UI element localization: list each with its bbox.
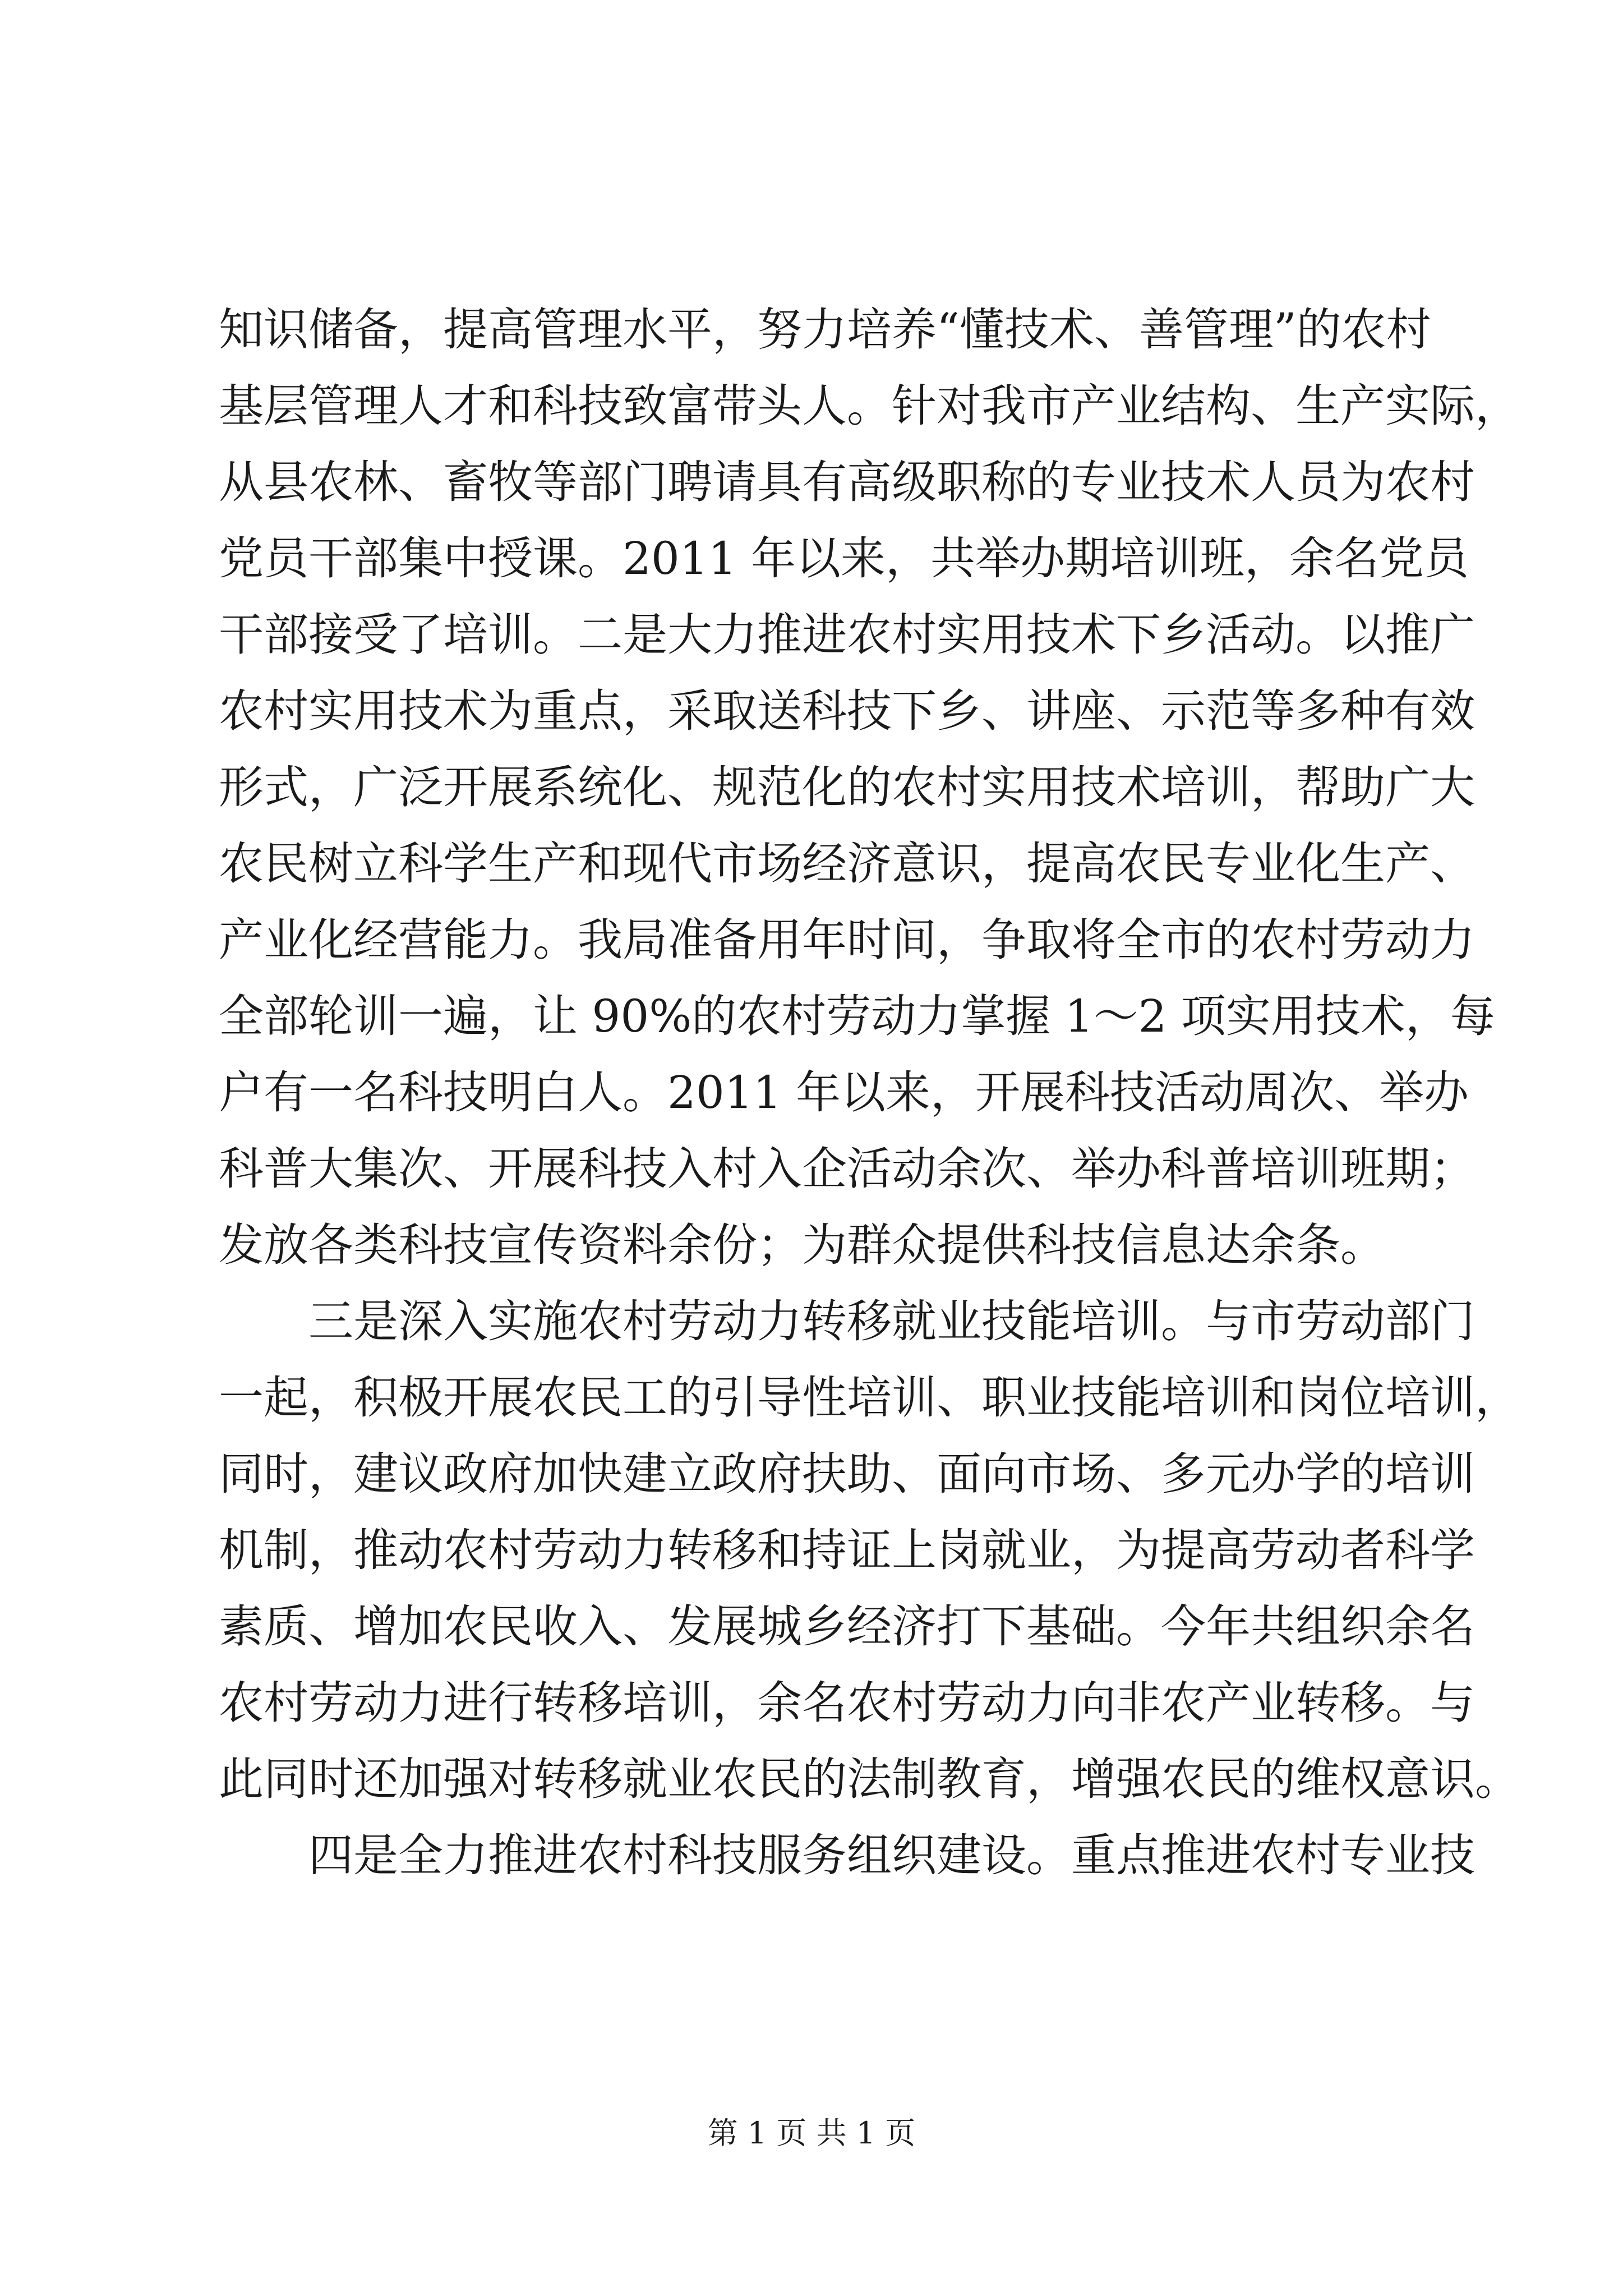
text-line: 同时，建议政府加快建立政府扶助、面向市场、多元办学的培训 [219,1448,1475,1500]
text-line: 一起，积极开展农民工的引导性培训、职业技能培训和岗位培训， [219,1372,1520,1424]
paragraph [219,1283,1520,1818]
page-footer: 第 1 页 共 1 页 [707,2115,916,2151]
text-line: 从县农林、畜牧等部门聘请具有高级职称的专业技术人员为农村 [219,456,1475,508]
text-line: 四是全力推进农村科技服务组织建设。重点推进农村专业技 [308,1829,1475,1881]
text-line: 农民树立科学生产和现代市场经济意识，提高农民专业化生产、 [219,838,1475,890]
text-line: 此同时还加强对转移就业农民的法制教育，增强农民的维权意识。 [219,1753,1520,1805]
document-body [219,292,1520,1894]
text-line: 机制，推动农村劳动力转移和持证上岗就业，为提高劳动者科学 [219,1524,1475,1576]
text-line: 农村实用技术为重点，采取送科技下乡、讲座、示范等多种有效 [219,685,1475,737]
paragraph [219,1818,1475,1894]
text-line: 农村劳动力进行转移培训，余名农村劳动力向非农产业转移。与 [219,1677,1475,1729]
text-line: 干部接受了培训。二是大力推进农村实用技术下乡活动。以推广 [219,609,1475,661]
text-line: 产业化经营能力。我局准备用年时间，争取将全市的农村劳动力 [219,914,1475,966]
text-line: 知识储备，提高管理水平，努力培养“懂技术、善管理”的农村 [219,303,1431,356]
text-line: 三是深入实施农村劳动力转移就业技能培训。与市劳动部门 [308,1295,1475,1347]
text-line: 户有一名科技明白人。2011 年以来，开展科技活动周次、举办 [219,1066,1469,1119]
paragraph [219,292,1520,1283]
text-line: 形式，广泛开展系统化、规范化的农村实用技术培训，帮助广大 [219,761,1475,813]
text-line: 科普大集次、开展科技入村入企活动余次、举办科普培训班期； [219,1143,1475,1195]
text-line: 全部轮训一遍，让 90%的农村劳动力掌握 1～2 项实用技术，每 [219,990,1495,1042]
text-line: 发放各类科技宣传资料余份；为群众提供科技信息达余条。 [219,1219,1385,1271]
text-line: 素质、增加农民收入、发展城乡经济打下基础。今年共组织余名 [219,1600,1475,1653]
text-line: 党员干部集中授课。2011 年以来，共举办期培训班，余名党员 [219,532,1469,585]
text-line: 基层管理人才和科技致富带头人。针对我市产业结构、生产实际， [219,380,1520,432]
